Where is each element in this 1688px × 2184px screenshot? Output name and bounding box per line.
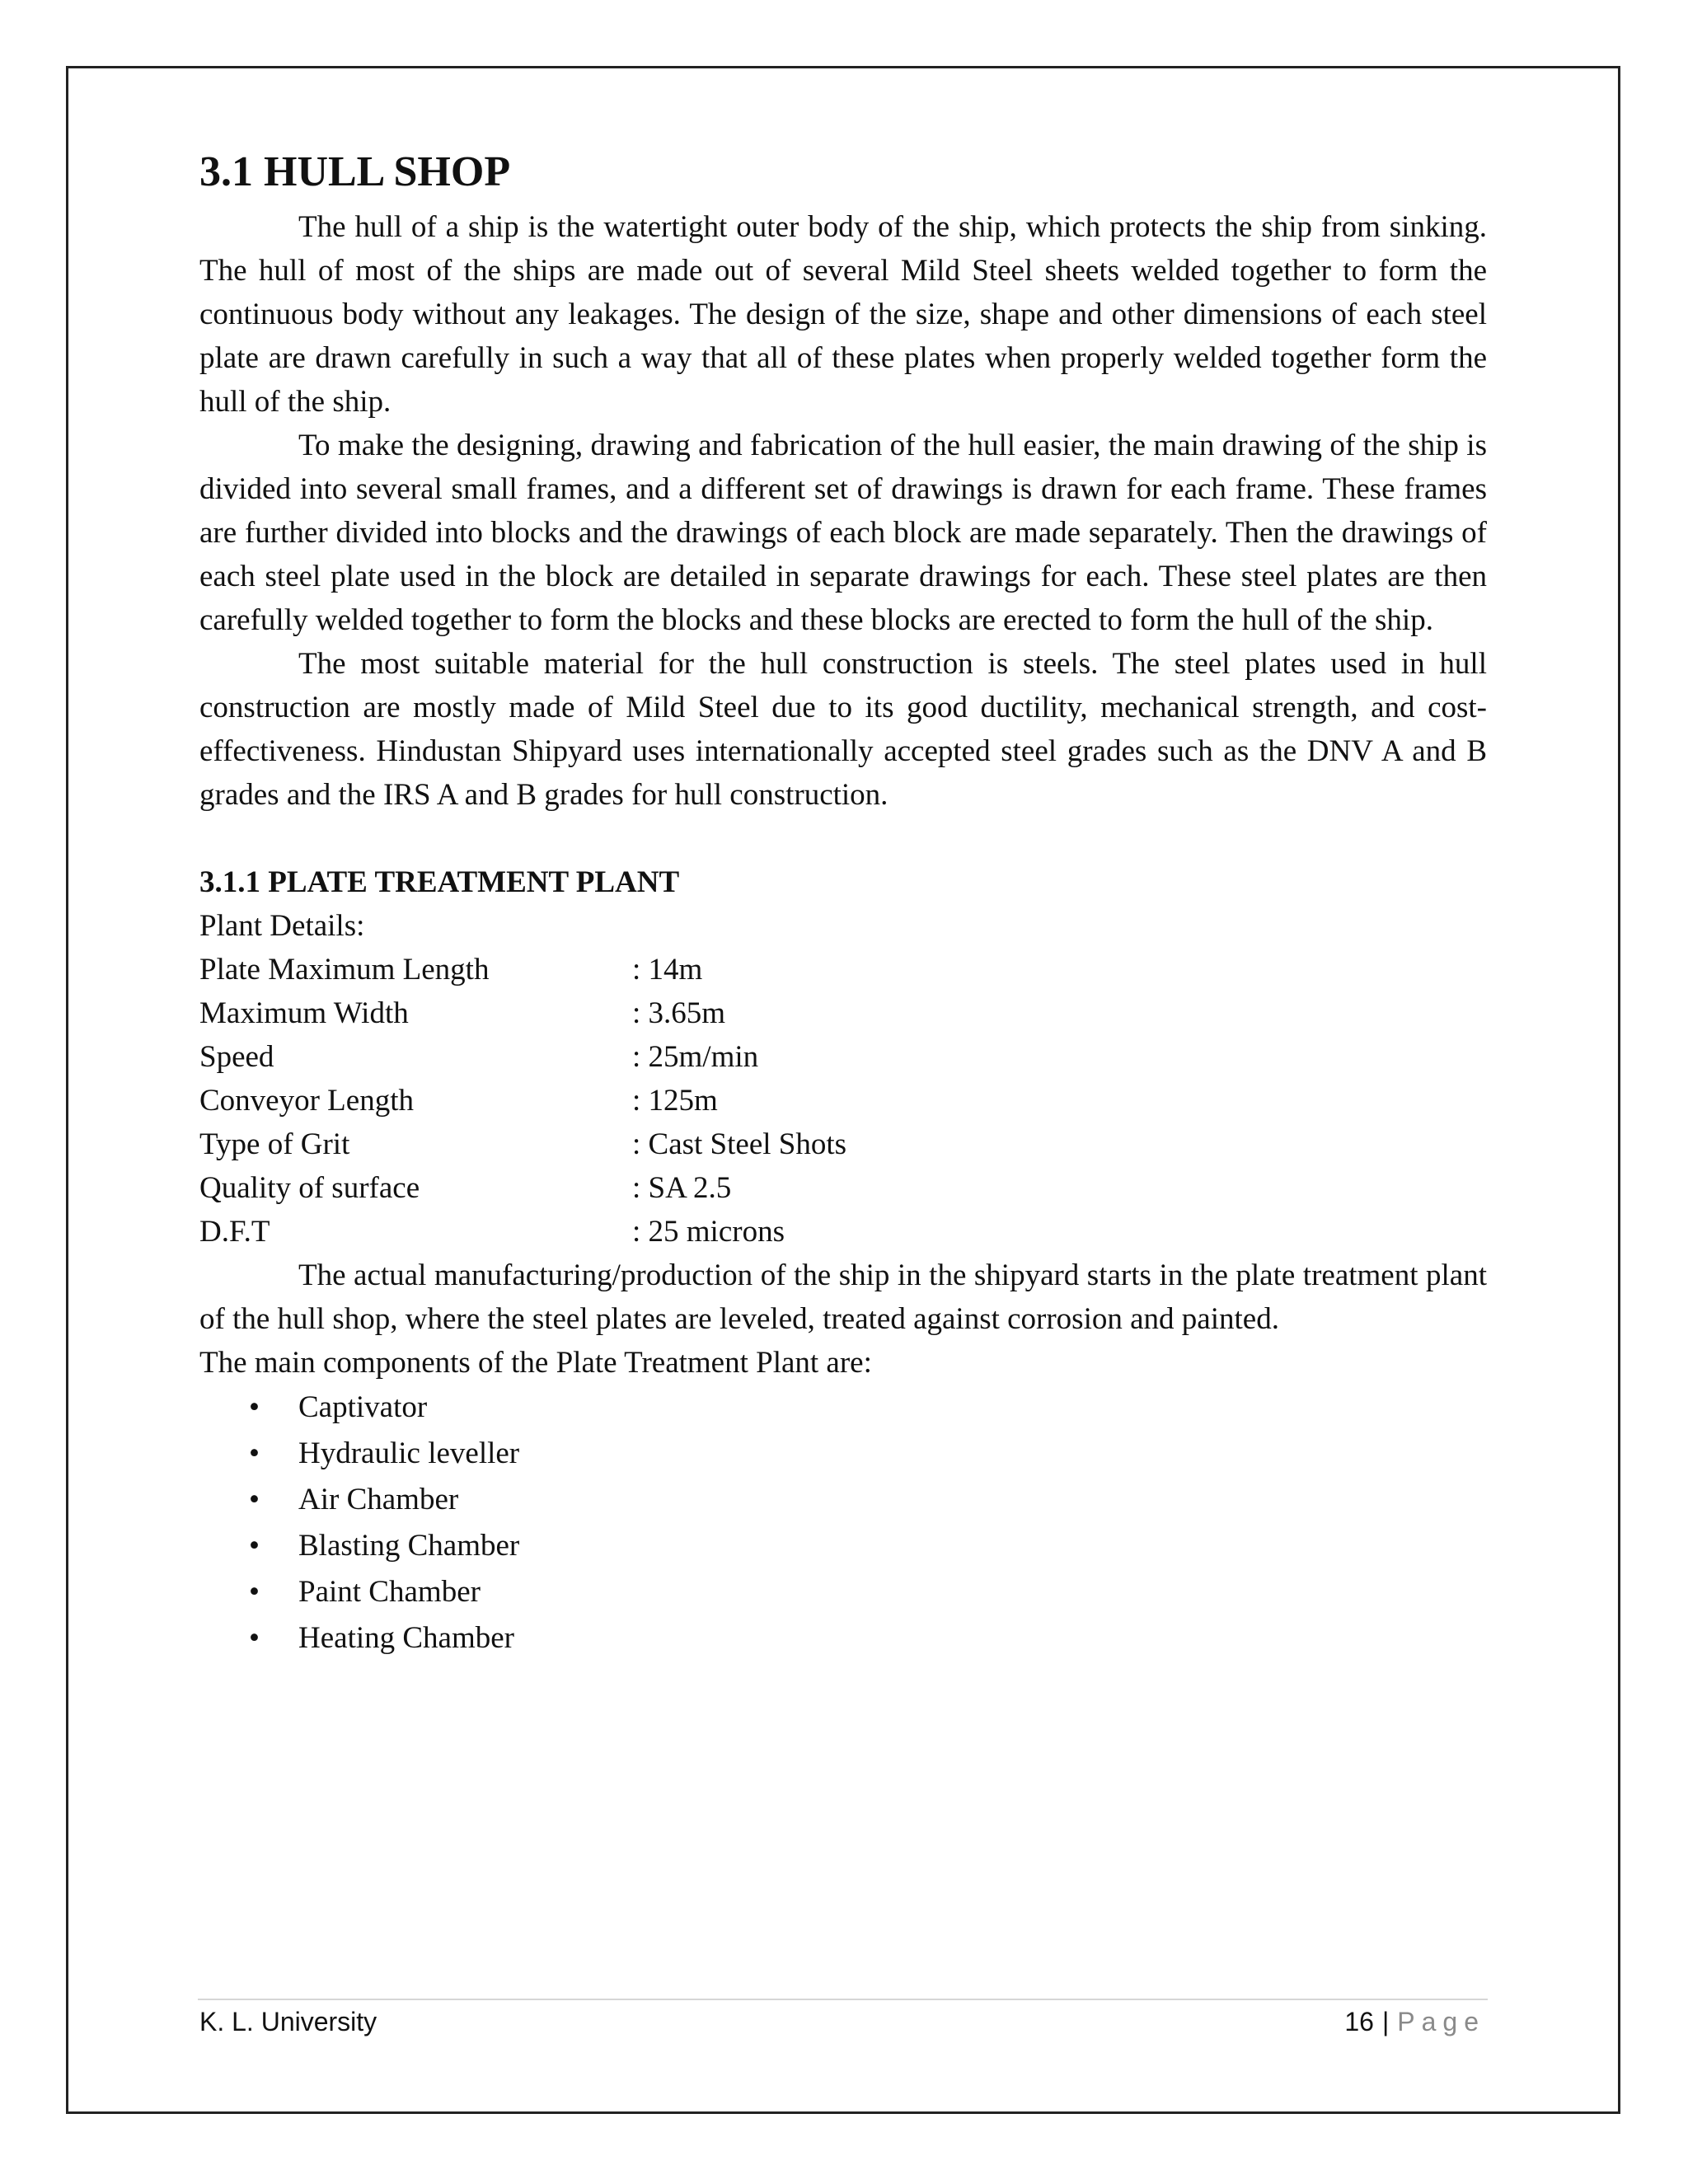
detail-row xyxy=(199,1210,1487,1254)
bullet-icon: • xyxy=(249,1390,260,1424)
detail-value: : 25m/min xyxy=(632,1040,759,1074)
detail-value: : 125m xyxy=(632,1084,718,1118)
detail-value: : 25 microns xyxy=(632,1215,785,1249)
detail-value: : Cast Steel Shots xyxy=(632,1127,847,1161)
detail-value: : SA 2.5 xyxy=(632,1171,732,1205)
detail-key: Maximum Width xyxy=(199,996,409,1030)
list-item-label: Air Chamber xyxy=(298,1483,459,1516)
section-title: 3.1 HULL SHOP xyxy=(199,148,511,195)
list-item-label: Hydraulic leveller xyxy=(298,1436,520,1470)
list-item xyxy=(199,1431,1487,1477)
detail-value: : 14m xyxy=(632,953,703,987)
detail-row xyxy=(199,1166,1487,1210)
detail-key: Speed xyxy=(199,1040,274,1074)
list-item xyxy=(199,1615,1487,1661)
detail-row xyxy=(199,1079,1487,1122)
subsection-title: 3.1.1 PLATE TREATMENT PLANT xyxy=(199,865,680,899)
bullet-icon: • xyxy=(249,1483,260,1516)
components-list xyxy=(199,1385,1487,1661)
body-paragraph: The most suitable material for the hull construction is steels. The steel plates used in hull construction are mostly made of Mild Steel due to its good ductility, mechanical strength, and cost-effectiveness. Hindustan Shipyard uses internationally accepted steel grades such as the DNV A and B grades and the IRS A and B grades for hull construction. xyxy=(199,647,1487,812)
page-label: Page xyxy=(1397,2007,1485,2036)
detail-row xyxy=(199,1122,1487,1166)
detail-value: : 3.65m xyxy=(632,996,726,1030)
plant-details-label: Plant Details: xyxy=(199,909,365,943)
list-item-label: Blasting Chamber xyxy=(298,1529,520,1563)
footer-separator: | xyxy=(1381,2007,1390,2036)
body-paragraph: The actual manufacturing/production of the ship in the shipyard starts in the plate treatment plant of the hull shop, where the steel plates are leveled, treated against corrosion and painted. xyxy=(199,1258,1487,1336)
footer-page-indicator xyxy=(1344,2001,1485,2042)
detail-key: Quality of surface xyxy=(199,1171,420,1205)
bullet-icon: • xyxy=(249,1575,260,1609)
detail-row xyxy=(199,948,1487,991)
footer-divider xyxy=(198,1999,1488,2000)
list-item xyxy=(199,1523,1487,1569)
detail-row xyxy=(199,1035,1487,1079)
components-intro: The main components of the Plate Treatment Plant are: xyxy=(199,1346,872,1380)
bullet-icon: • xyxy=(249,1529,260,1563)
detail-key: Plate Maximum Length xyxy=(199,953,490,987)
page-footer xyxy=(199,2001,1485,2042)
detail-row xyxy=(199,991,1487,1035)
list-item xyxy=(199,1569,1487,1615)
list-item xyxy=(199,1477,1487,1523)
list-item-label: Paint Chamber xyxy=(298,1575,481,1609)
plant-details-list xyxy=(199,948,1487,1254)
list-item xyxy=(199,1385,1487,1431)
list-item-label: Heating Chamber xyxy=(298,1621,514,1655)
bullet-icon: • xyxy=(249,1436,260,1470)
page-number: 16 xyxy=(1344,2007,1374,2036)
detail-key: Conveyor Length xyxy=(199,1084,414,1118)
bullet-icon: • xyxy=(249,1621,260,1655)
detail-key: Type of Grit xyxy=(199,1127,350,1161)
detail-key: D.F.T xyxy=(199,1215,270,1249)
body-paragraph: The hull of a ship is the watertight outer body of the ship, which protects the ship from sinking. The hull of most of the ships are made out of several Mild Steel sheets welded together to form the continuous body without any leakages. The design of the size, shape and other dimensions of each steel plate are drawn carefully in such a way that all of these plates when properly welded together form the hull of the ship. xyxy=(199,210,1487,419)
body-paragraph: To make the designing, drawing and fabrication of the hull easier, the main drawing of the ship is divided into several small frames, and a different set of drawings is drawn for each frame. These frames are further divided into blocks and the drawings of each block are made separately. Then the drawings of each steel plate used in the block are detailed in separate drawings for each. These steel plates are then carefully welded together to form the blocks and these blocks are erected to form the hull of the ship. xyxy=(199,429,1487,637)
footer-institution: K. L. University xyxy=(199,2007,377,2036)
list-item-label: Captivator xyxy=(298,1390,428,1424)
page-content xyxy=(199,144,1487,1661)
